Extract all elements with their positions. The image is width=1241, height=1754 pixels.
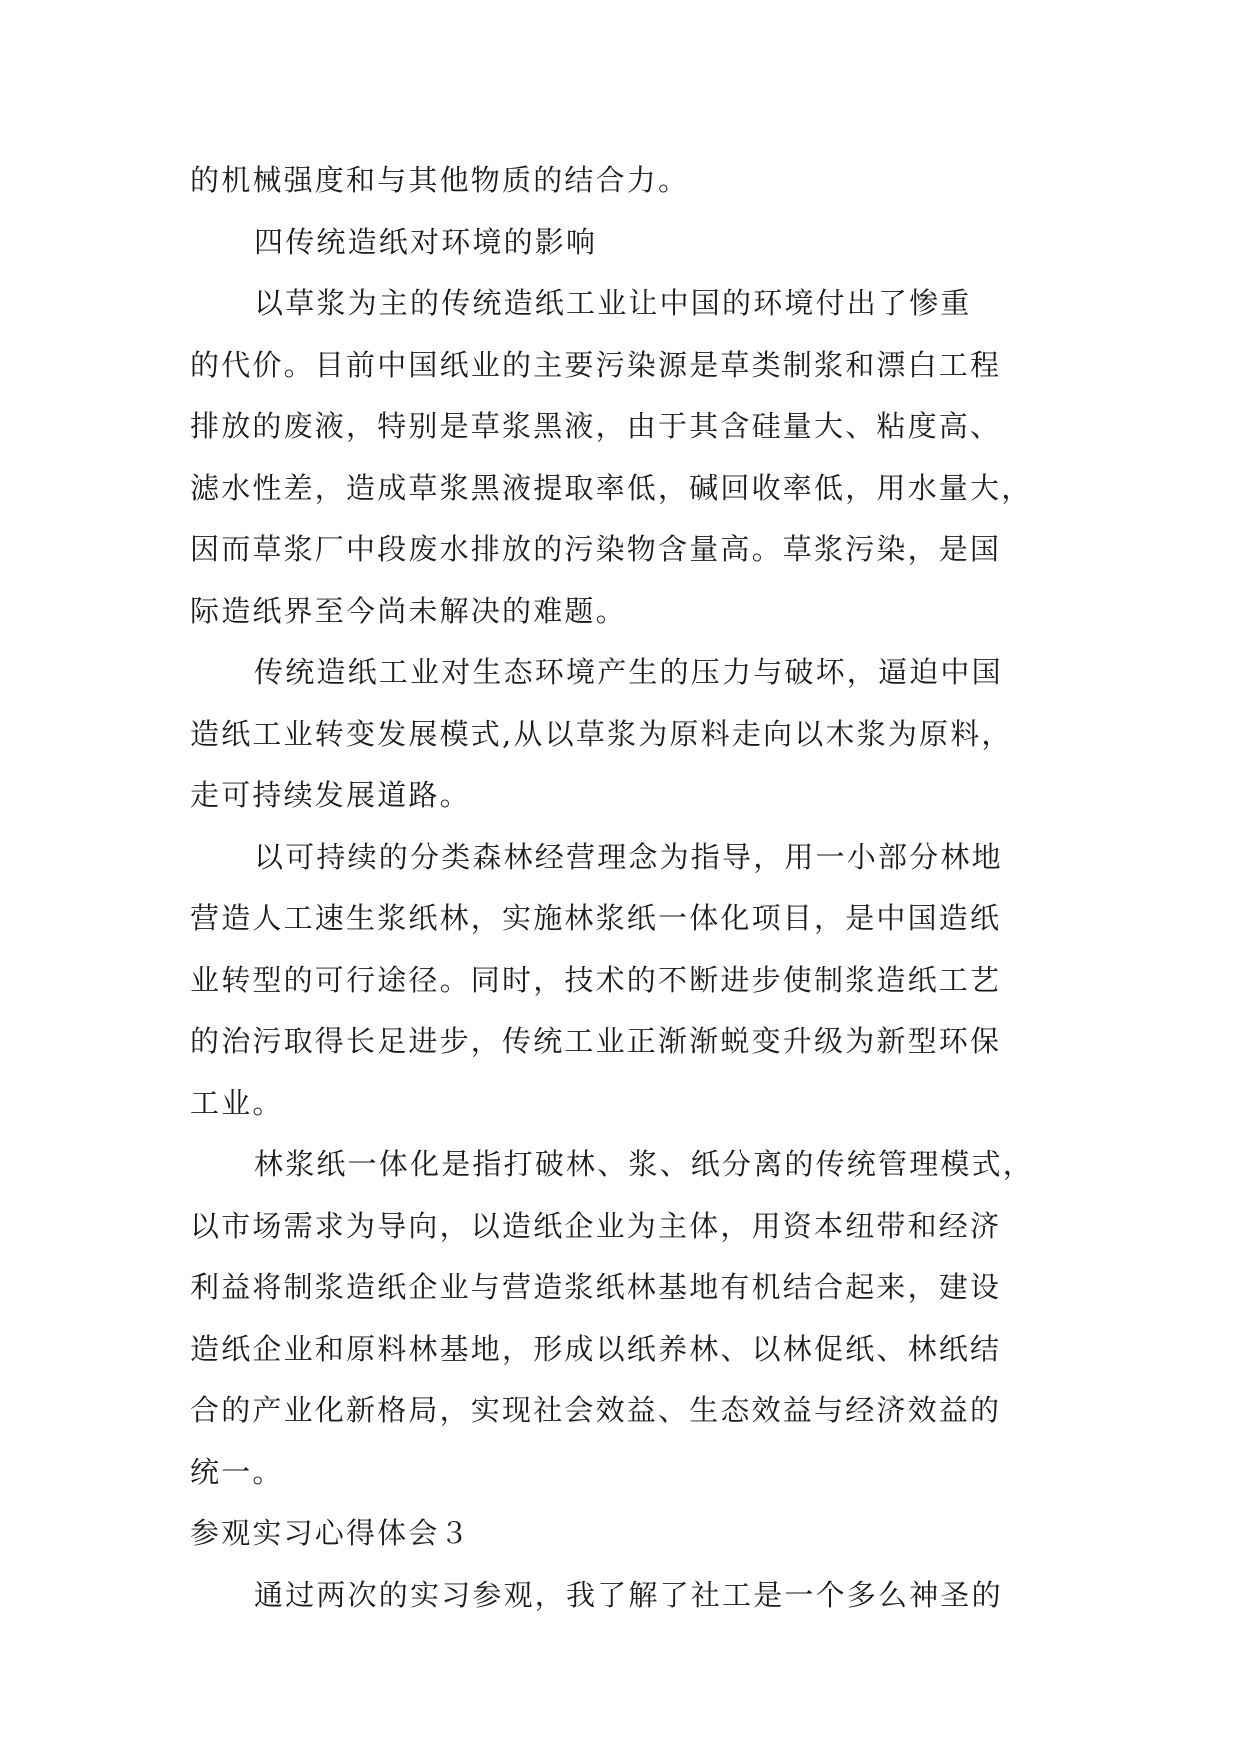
text-line: 际造纸界至今尚未解决的难题。 — [190, 593, 627, 628]
paragraph-first-line: 传统造纸工业对生态环境产生的压力与破坏，逼迫中国 — [254, 655, 1003, 689]
paragraph-first-line: 林浆纸一体化是指打破林、浆、纸分离的传统管理模式， — [254, 1147, 1035, 1181]
text-line: 走可持续发展道路。 — [190, 778, 471, 812]
section-heading: 四传统造纸对环境的影响 — [254, 224, 598, 259]
text-line: 利益将制浆造纸企业与营造浆纸林基地有机结合起来，建设 — [190, 1270, 1002, 1304]
text-line: 的机械强度和与其他物质的结合力。 — [190, 163, 690, 197]
text-line: 统一。 — [190, 1454, 284, 1489]
text-line: 的治污取得长足进步，传统工业正渐渐蜕变升级为新型环保 — [190, 1024, 1002, 1058]
text-line: 滤水性差，造成草浆黑液提取率低，碱回收率低，用水量大， — [190, 470, 1033, 505]
text-line: 排放的废液，特别是草浆黑液，由于其含硅量大、粘度高、 — [190, 409, 1002, 443]
text-line: 工业。 — [190, 1085, 284, 1120]
text-line: 营造人工速生浆纸林，实施林浆纸一体化项目，是中国造纸 — [190, 901, 1002, 935]
text-line: 的代价。目前中国纸业的主要污染源是草类制浆和漂白工程 — [190, 347, 1002, 382]
paragraph-first-line: 以可持续的分类森林经营理念为指导，用一小部分林地 — [254, 839, 1003, 874]
text-line: 因而草浆厂中段废水排放的污染物含量高。草浆污染，是国 — [190, 532, 1002, 566]
document-body — [190, 150, 1050, 1626]
text-line: 业转型的可行途径。同时，技术的不断进步使制浆造纸工艺 — [190, 962, 1002, 997]
text-line: 造纸企业和原料林基地，形成以纸养林、以林促纸、林纸结 — [190, 1331, 1002, 1366]
section-title: 参观实习心得体会３ — [190, 1516, 471, 1550]
paragraph-first-line: 以草浆为主的传统造纸工业让中国的环境付出了惨重 — [254, 286, 972, 320]
text-line: 合的产业化新格局，实现社会效益、生态效益与经济效益的 — [190, 1393, 1002, 1427]
paragraph-first-line: 通过两次的实习参观，我了解了社工是一个多么神圣的 — [254, 1577, 1003, 1612]
text-line: 造纸工业转变发展模式,从以草浆为原料走向以木浆为原料， — [190, 716, 1013, 751]
text-line: 以市场需求为导向，以造纸企业为主体，用资本纽带和经济 — [190, 1208, 1002, 1243]
